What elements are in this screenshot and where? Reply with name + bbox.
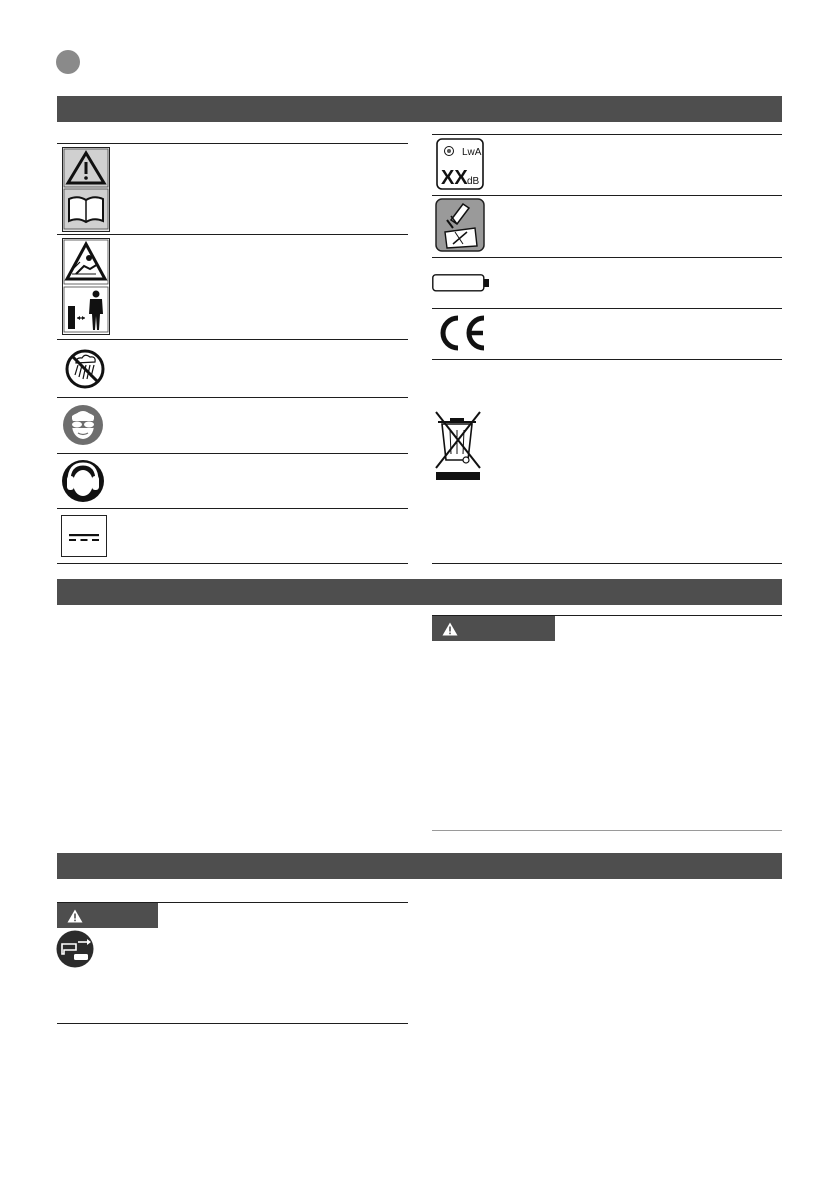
section-bar-safety (57, 579, 782, 605)
section-bar-operation (57, 853, 782, 879)
warning-read-manual-icon (62, 147, 110, 232)
divider (57, 563, 408, 564)
divider (432, 563, 782, 564)
maintenance-icon (435, 198, 485, 252)
page-marker-dot (56, 50, 80, 74)
divider (432, 257, 782, 258)
divider (57, 508, 408, 509)
no-rain-icon (62, 349, 108, 389)
divider (57, 143, 408, 144)
divider (57, 397, 408, 398)
direct-current-icon (61, 515, 107, 557)
weee-bin-icon (430, 410, 484, 482)
divider (57, 1023, 408, 1024)
warning-label-operation (57, 903, 158, 928)
eye-protection-icon (62, 404, 104, 446)
noise-unit-text: dB (467, 176, 480, 187)
divider (432, 134, 782, 135)
divider (57, 234, 408, 235)
lwa-text: LwA (462, 147, 482, 158)
divider (432, 830, 782, 831)
ear-protection-icon (61, 459, 105, 503)
divider (432, 195, 782, 196)
thrown-objects-bystanders-icon (62, 238, 110, 335)
remove-battery-icon (56, 930, 94, 968)
battery-badge-text (433, 275, 483, 290)
warning-label-safety (432, 616, 555, 641)
warning-triangle-icon (67, 909, 83, 923)
sound-power-icon (436, 138, 484, 190)
warning-triangle-icon (442, 622, 458, 636)
divider (57, 339, 408, 340)
ce-mark-icon (434, 315, 488, 351)
section-bar-symbols (57, 96, 782, 122)
noise-level-text: XX (441, 167, 468, 189)
divider (57, 453, 408, 454)
divider (432, 308, 782, 309)
divider (432, 359, 782, 360)
